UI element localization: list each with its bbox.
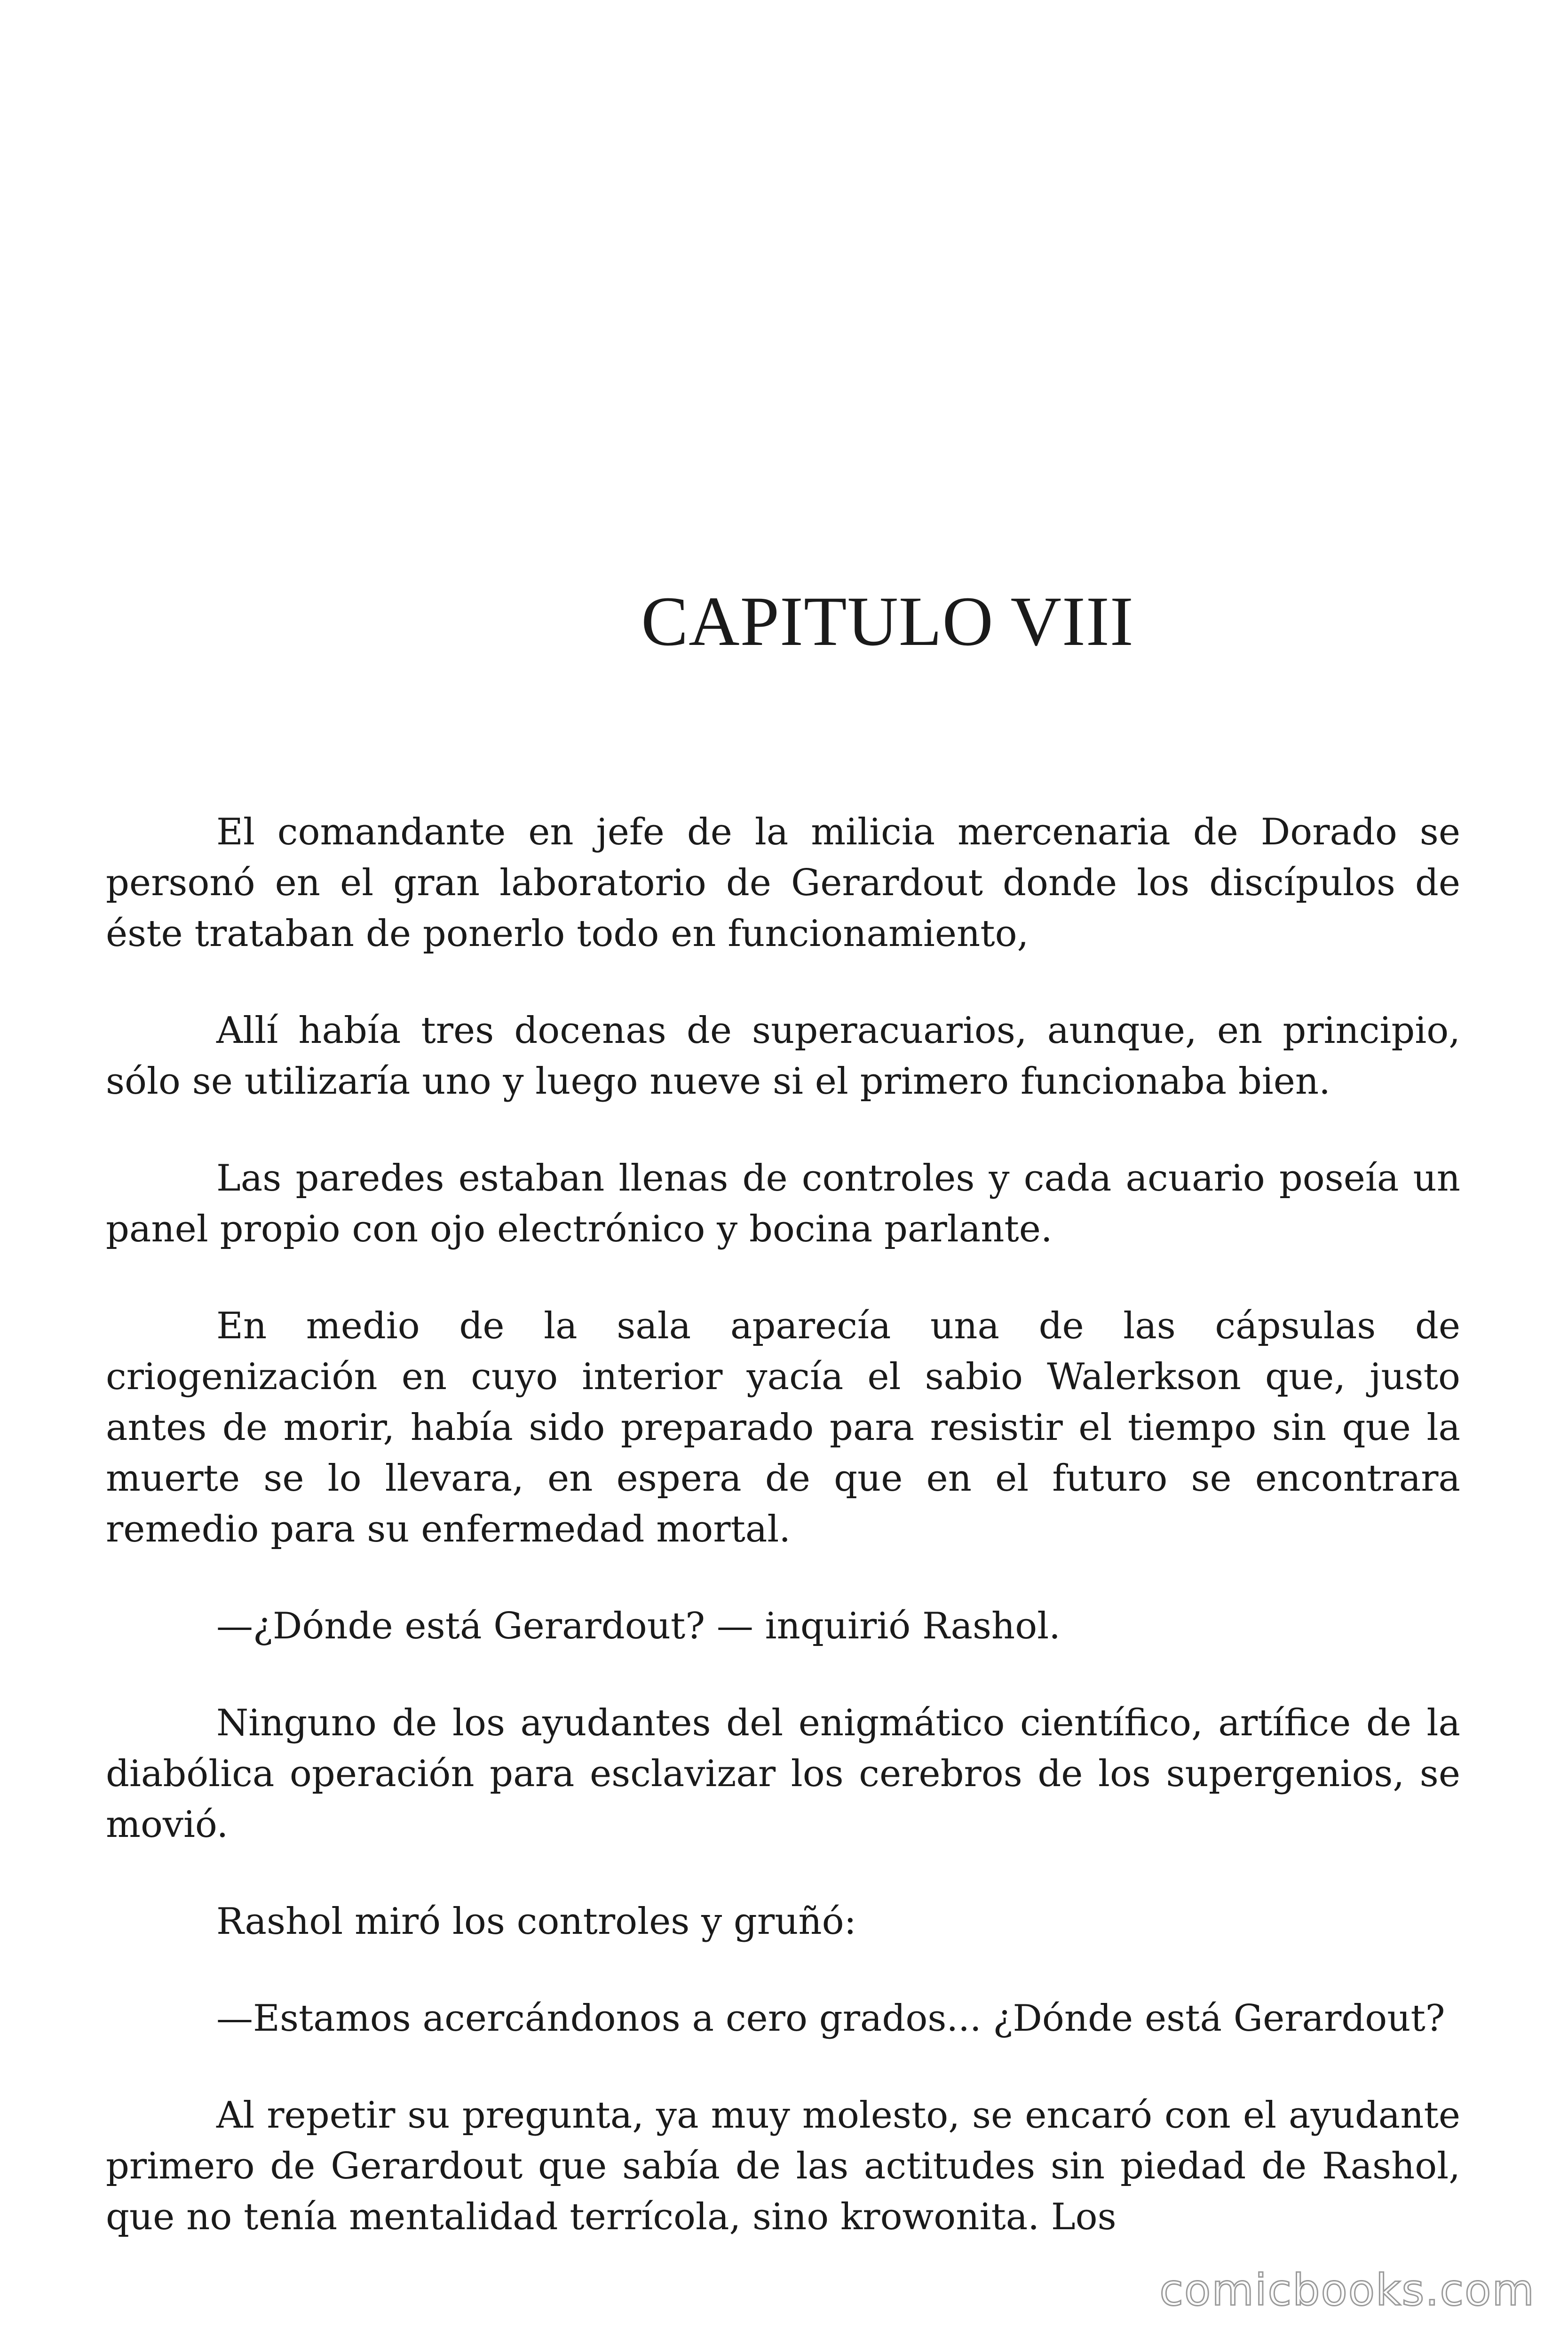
paragraph: —Estamos acercándonos a cero grados... ¿Dónde está Gerardout?	[216, 1997, 1445, 2040]
paragraph: En medio de la sala aparecía una de las cápsulas de criogenización en cuyo interior yacía el sabio Walerkson que, justo antes de morir, había sido preparado para resistir el tiempo sin que la muerte se lo llevara, en espera de que en el futuro se encontrara remedio para su enfermedad mortal.	[106, 1305, 1460, 1550]
chapter-body	[106, 807, 1460, 2288]
paragraph: El comandante en jefe de la milicia mercenaria de Dorado se personó en el gran laboratorio de Gerardout donde los discípulos de éste trataban de ponerlo todo en funcionamiento,	[106, 811, 1460, 955]
paragraph: Rashol miró los controles y gruñó:	[216, 1900, 856, 1943]
paragraph: —¿Dónde está Gerardout? — inquirió Rashol.	[216, 1605, 1061, 1647]
paragraph: Ninguno de los ayudantes del enigmático científico, artífice de la diabólica operación para esclavizar los cerebros de los supergenios, se movió.	[106, 1702, 1460, 1846]
paragraph: Las paredes estaban llenas de controles y cada acuario poseía un panel propio con ojo electrónico y bocina parlante.	[106, 1157, 1460, 1250]
watermark-logo: comicbooks.com	[1159, 2265, 1535, 2315]
paragraph: Al repetir su pregunta, ya muy molesto, se encaró con el ayudante primero de Gerardout que sabía de las actitudes sin piedad de Rashol, que no tenía mentalidad terrícola, sino krowonita. Los	[106, 2094, 1460, 2238]
chapter-title: CAPITULO VIII	[641, 582, 1134, 660]
paragraph: Allí había tres docenas de superacuarios, aunque, en principio, sólo se utilizaría uno y luego nueve si el primero funcionaba bien.	[106, 1009, 1460, 1103]
